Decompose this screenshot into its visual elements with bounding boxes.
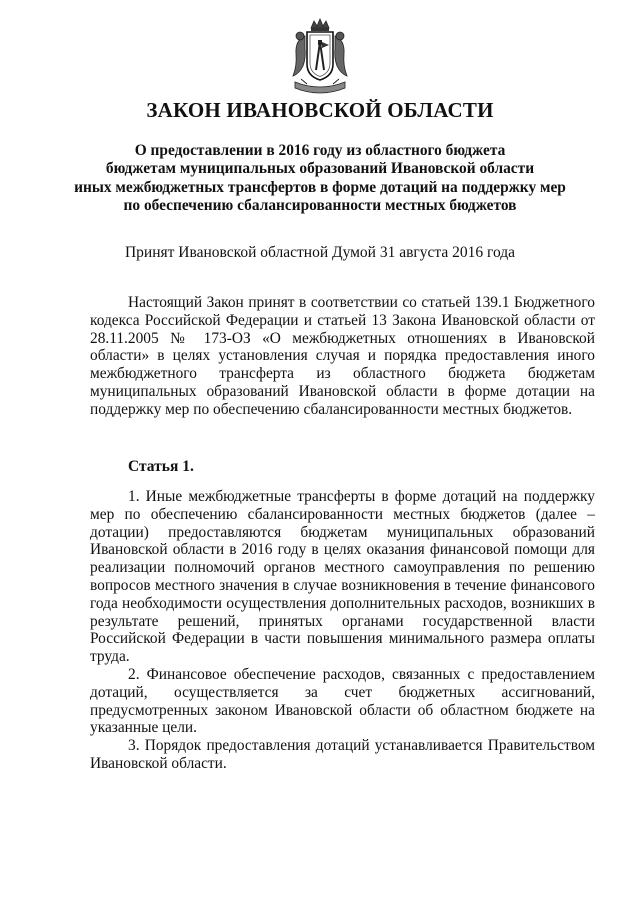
article-paragraph: 1. Иные межбюджетные трансферты в форме дотаций на поддержку мер по обеспечению сбалансированности местных бюджетов (далее – дотации) предоставляются бюджетам муниципальных образований Ивановской области в 2016 году в целях оказания финансовой помощи для реализации полномочий органов местного самоуправления по решению вопросов местного значения в случае возникновения в течение финансового года необходимости осуществления дополнительных расходов, возникших в результате решений, принятых органами государственной власти Российской Федерации в части повышения минимального размера оплаты труда.	[90, 488, 595, 666]
article-paragraph: 3. Порядок предоставления дотаций устанавливается Правительством Ивановской области.	[90, 737, 595, 772]
coat-of-arms-icon	[287, 18, 353, 100]
subtitle-line: О предоставлении в 2016 году из областного бюджета	[134, 142, 506, 159]
subtitle-line: иных межбюджетных трансфертов в форме дотаций на поддержку мер	[74, 178, 566, 196]
subtitle-line: по обеспечению сбалансированности местных бюджетов	[123, 197, 517, 215]
adoption-line: Принят Ивановской областной Думой 31 августа 2016 года	[124, 244, 516, 261]
article-paragraph: 2. Финансовое обеспечение расходов, связанных с предоставлением дотаций, осуществляется за счет бюджетных ассигнований, предусмотренных законом Ивановской области об областном бюджете на указанные цели.	[90, 665, 595, 737]
preamble-paragraph: Настоящий Закон принят в соответствии со статьей 139.1 Бюджетного кодекса Российской Федерации и статьей 13 Закона Ивановской области от 28.11.2005 № 173-ОЗ «О межбюджетных отношениях в Ивановской области» в целях установления случая и порядка предоставления иного межбюджетного трансферта из областного бюджета бюджетам муниципальных образований Ивановской области в форме дотации на поддержку мер по обеспечению сбалансированности местных бюджетов.	[90, 294, 595, 418]
article-heading: Статья 1.	[128, 458, 194, 475]
law-title: ЗАКОН ИВАНОВСКОЙ ОБЛАСТИ	[146, 98, 494, 122]
subtitle-line: бюджетам муниципальных образований Ивановской области	[105, 160, 535, 178]
article-body	[90, 488, 595, 773]
law-subtitle	[60, 142, 580, 216]
preamble	[90, 294, 595, 419]
